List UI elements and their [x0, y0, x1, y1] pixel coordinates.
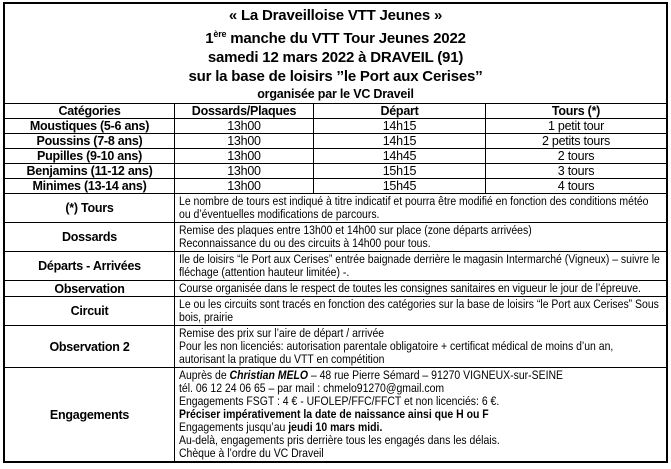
event-organizer: organisée par le VC Draveil [257, 87, 414, 101]
engagements-birthdate-line: Préciser impérativement la date de naissance ainsi que H ou F [179, 407, 489, 421]
subtitle-number: 1 [205, 30, 214, 47]
table-row-minimes [5, 179, 666, 194]
subtitle-ordinal-suffix: ère [213, 29, 227, 39]
section-engagements [5, 368, 666, 461]
contact-address: – 48 rue Pierre Sémard – 91270 VIGNEUX-sur-SEINE [307, 368, 564, 382]
section-tours-note [5, 194, 666, 223]
category-cell: Poussins (7-8 ans) [5, 134, 175, 149]
section-content [175, 368, 666, 461]
depart-cell: 15h45 [314, 179, 486, 194]
depart-cell: 14h15 [314, 134, 486, 149]
plaques-cell: 13h00 [175, 164, 314, 179]
section-label: Observation [5, 281, 175, 297]
tours-cell: 2 petits tours [486, 134, 666, 149]
subtitle-rest: manche du VTT Tour Jeunes 2022 [226, 30, 466, 47]
section-content [175, 252, 666, 281]
tours-cell: 3 tours [486, 164, 666, 179]
contact-prefix: Auprès de [179, 368, 230, 382]
section-text: Remise des prix sur l’aire de départ / arrivée [179, 326, 385, 340]
title-block [5, 4, 666, 104]
schedule-table [5, 104, 666, 194]
section-text: Remise des plaques entre 13h00 et 14h00 sur place (zone départs arrivées) [179, 223, 532, 237]
column-header-categories: Catégories [5, 104, 175, 119]
table-row-benjamins [5, 164, 666, 179]
section-content [175, 297, 666, 326]
table-row-poussins [5, 134, 666, 149]
section-text: Le nombre de tours est indiqué à titre indicatif et pourra être modifié en fonction des conditions météo ou d’éventuelles modifications de parcours. [179, 194, 649, 221]
section-content [175, 326, 666, 368]
event-flyer-table [3, 2, 668, 463]
tours-cell: 1 petit tour [486, 119, 666, 134]
engagements-fees-line: Engagements FSGT : 4 € - UFOLEP/FFC/FFCT et non licenciés: 6 €. [179, 394, 500, 408]
section-content [175, 223, 666, 252]
tours-cell: 2 tours [486, 149, 666, 164]
event-date-location: samedi 12 mars 2022 à DRAVEIL (91) [207, 49, 464, 66]
section-text: Course organisée dans le respect de toutes les consignes sanitaires en vigueur le jour de l’épreuve. [179, 281, 641, 295]
tours-cell: 4 tours [486, 179, 666, 194]
depart-cell: 14h15 [314, 119, 486, 134]
column-header-dossards: Dossards/Plaques [175, 104, 314, 119]
table-row-moustiques [5, 119, 666, 134]
category-cell: Benjamins (11-12 ans) [5, 164, 175, 179]
section-content [175, 281, 666, 297]
section-observation [5, 281, 666, 297]
category-cell: Moustiques (5-6 ans) [5, 119, 175, 134]
section-departs-arrivees [5, 252, 666, 281]
section-content [175, 194, 666, 223]
schedule-header-row [5, 104, 666, 119]
deadline-prefix: Engagements jusqu’au [179, 420, 289, 434]
plaques-cell: 13h00 [175, 179, 314, 194]
section-text: Ile de loisirs “le Port aux Cerises” entrée baignade derrière le magasin Intermarché (Vigneux) – suivre le fléchage (attention hauteur limitée) -. [179, 252, 660, 279]
section-label: Engagements [5, 368, 175, 461]
column-header-tours: Tours (*) [486, 104, 666, 119]
contact-name: Christian MELO [229, 368, 308, 382]
section-dossards [5, 223, 666, 252]
section-observation-2 [5, 326, 666, 368]
plaques-cell: 13h00 [175, 134, 314, 149]
engagements-cheque-line: Chèque à l’ordre du VC Draveil [179, 446, 324, 460]
section-circuit [5, 297, 666, 326]
event-venue: sur la base de loisirs ’’le Port aux Cerises’’ [188, 68, 483, 85]
table-row-pupilles [5, 149, 666, 164]
category-cell: Minimes (13-14 ans) [5, 179, 175, 194]
depart-cell: 15h15 [314, 164, 486, 179]
deadline-date: jeudi 10 mars midi. [288, 420, 383, 434]
section-label: Départs - Arrivées [5, 252, 175, 281]
event-title: « La Draveilloise VTT Jeunes » [228, 7, 443, 24]
section-text: Pour les non licenciés: autorisation parentale obligatoire + certificat médical de moins d’un an, autorisant la pratique du VTT en compétition [179, 339, 614, 366]
plaques-cell: 13h00 [175, 119, 314, 134]
section-label: Dossards [5, 223, 175, 252]
depart-cell: 14h45 [314, 149, 486, 164]
event-subtitle [5, 25, 666, 48]
section-label: (*) Tours [5, 194, 175, 223]
column-header-depart: Départ [314, 104, 486, 119]
section-text: Reconnaissance du ou des circuits à 14h00 pour tous. [179, 236, 431, 250]
document-page [0, 2, 671, 469]
category-cell: Pupilles (9-10 ans) [5, 149, 175, 164]
section-text: Le ou les circuits sont tracés en fonction des catégories sur la base de loisirs “le Port aux Cerises” Sous bois, prairie [179, 297, 659, 324]
section-label: Circuit [5, 297, 175, 326]
engagements-late-line: Au-delà, engagements pris derrière tous les engagés dans les délais. [179, 433, 500, 447]
plaques-cell: 13h00 [175, 149, 314, 164]
section-label: Observation 2 [5, 326, 175, 368]
engagements-phone-mail-line: tél. 06 12 24 06 65 – par mail : chmelo91270@gmail.com [179, 381, 445, 395]
